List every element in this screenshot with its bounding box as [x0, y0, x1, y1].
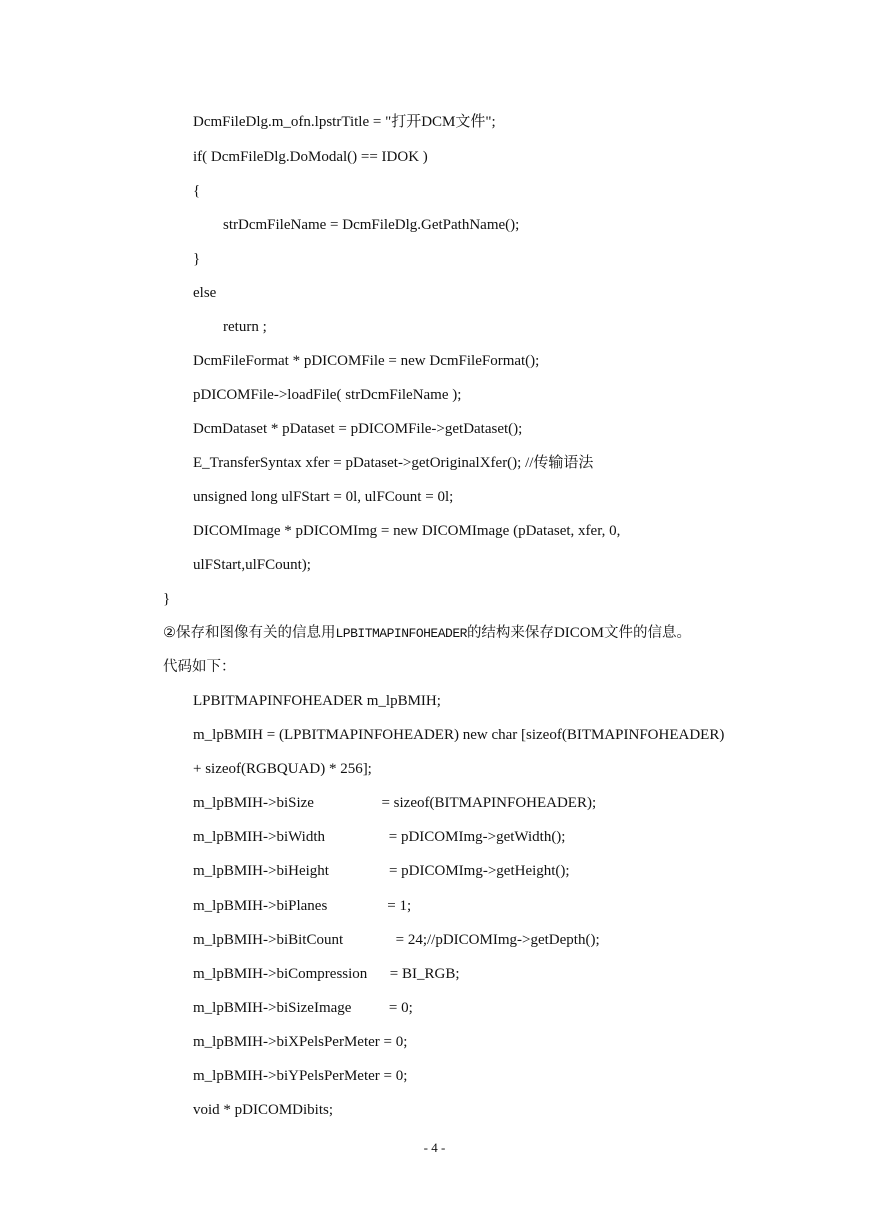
code-line: m_lpBMIH->biCompression = BI_RGB; — [193, 966, 460, 982]
paragraph-text: 的结构来保存 — [466, 625, 554, 641]
paragraph-text: 文件的信息。 — [603, 625, 691, 641]
circled-number: ② — [163, 625, 176, 641]
code-line: DcmFileDlg.m_ofn.lpstrTitle = "打开DCM文件"; — [193, 114, 496, 130]
code-line: { — [193, 183, 201, 199]
code-line: m_lpBMIH->biHeight = pDICOMImg->getHeight(); — [193, 863, 570, 879]
code-line: ulFStart,ulFCount); — [193, 557, 311, 573]
code-line: + sizeof(RGBQUAD) * 256]; — [193, 761, 372, 777]
page-number: - 4 - — [423, 1140, 446, 1155]
body-paragraph — [163, 624, 691, 643]
code-line: strDcmFileName = DcmFileDlg.GetPathName(); — [223, 217, 520, 233]
dicom-term: DICOM — [553, 625, 604, 641]
code-intro: 代码如下： — [163, 659, 236, 675]
code-line: m_lpBMIH = (LPBITMAPINFOHEADER) new char [sizeof(BITMAPINFOHEADER) — [193, 727, 725, 743]
code-line: m_lpBMIH->biBitCount = 24;//pDICOMImg->getDepth(); — [193, 932, 600, 948]
code-line: m_lpBMIH->biPlanes = 1; — [193, 898, 412, 914]
code-line: m_lpBMIH->biWidth = pDICOMImg->getWidth(); — [193, 829, 566, 845]
code-line: E_TransferSyntax xfer = pDataset->getOriginalXfer(); //传输语法 — [193, 455, 594, 471]
code-line: void * pDICOMDibits; — [193, 1102, 334, 1118]
code-line: LPBITMAPINFOHEADER m_lpBMIH; — [193, 693, 441, 709]
code-line: DICOMImage * pDICOMImg = new DICOMImage (pDataset, xfer, 0, — [193, 523, 621, 539]
code-line: } — [163, 591, 171, 607]
code-line: pDICOMFile->loadFile( strDcmFileName ); — [193, 387, 462, 403]
code-line: m_lpBMIH->biYPelsPerMeter = 0; — [193, 1068, 408, 1084]
code-line: DcmDataset * pDataset = pDICOMFile->getDataset(); — [193, 421, 523, 437]
code-line: if( DcmFileDlg.DoModal() == IDOK ) — [193, 149, 428, 165]
code-line: unsigned long ulFStart = 0l, ulFCount = 0l; — [193, 489, 454, 505]
code-line: } — [193, 251, 201, 267]
struct-name: LPBITMAPINFOHEADER — [335, 626, 467, 641]
code-line: m_lpBMIH->biSize = sizeof(BITMAPINFOHEADER); — [193, 795, 597, 811]
code-line: m_lpBMIH->biXPelsPerMeter = 0; — [193, 1034, 408, 1050]
code-line: return ; — [223, 319, 267, 335]
code-line: DcmFileFormat * pDICOMFile = new DcmFileFormat(); — [193, 353, 540, 369]
code-line: m_lpBMIH->biSizeImage = 0; — [193, 1000, 413, 1016]
paragraph-text: 保存和图像有关的信息用 — [176, 625, 336, 641]
code-line: else — [193, 285, 217, 301]
